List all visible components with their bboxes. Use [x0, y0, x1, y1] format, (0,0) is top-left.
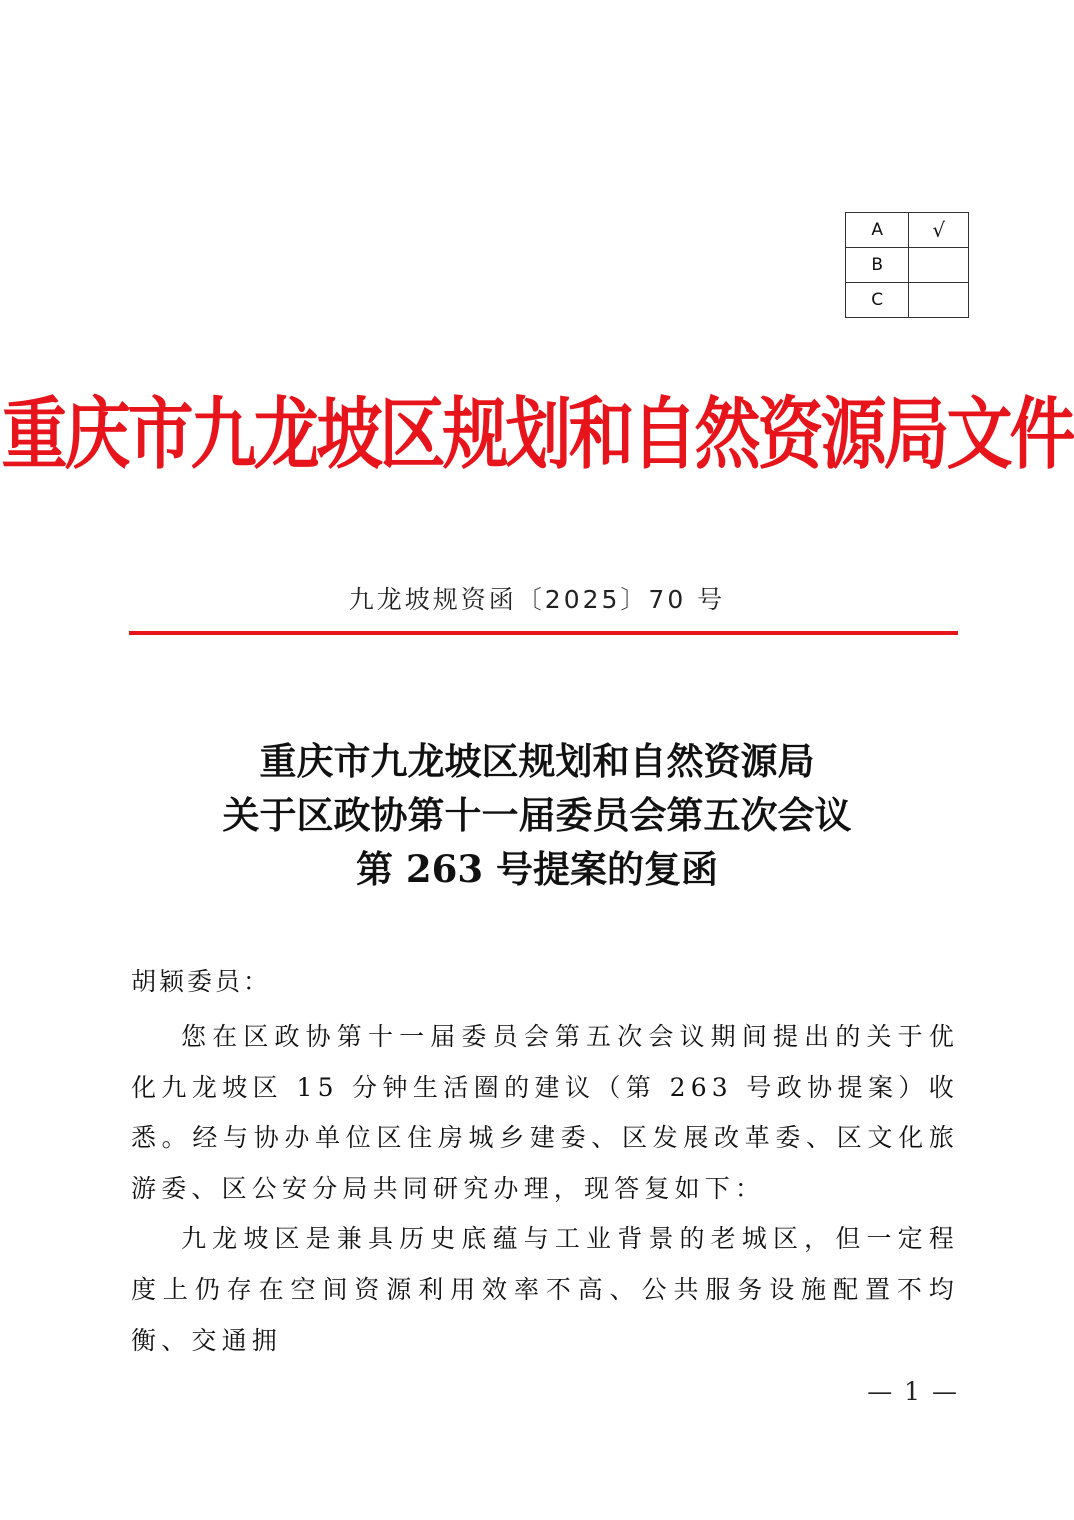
classification-grade: C: [846, 283, 909, 318]
classification-box: [845, 212, 969, 318]
body-paragraph: 您在区政协第十一届委员会第五次会议期间提出的关于优化九龙坡区 15 分钟生活圈的建议（第 263 号政协提案）收悉。经与协办单位区住房城乡建委、区发展改革委、区文化旅游委、区公安分局共同研究办理，现答复如下：: [131, 1022, 959, 1203]
classification-grade: A: [846, 213, 909, 248]
red-divider-line: [129, 631, 958, 635]
classification-mark: √: [909, 213, 969, 248]
title-line: 关于区政协第十一届委员会第五次会议: [222, 793, 852, 837]
title-line: 重庆市九龙坡区规划和自然资源局: [259, 739, 815, 783]
classification-mark: [909, 248, 969, 283]
salutation: 胡颖委员：: [131, 967, 272, 996]
document-number: 九龙坡规资函〔2025〕70 号: [348, 585, 726, 614]
classification-row: [846, 248, 969, 283]
classification-mark: [909, 283, 969, 318]
classification-row: [846, 283, 969, 318]
classification-grade: B: [846, 248, 909, 283]
red-masthead: 重庆市九龙坡区规划和自然资源局文件: [1, 388, 1073, 480]
page-number: — 1 —: [867, 1377, 959, 1406]
body-paragraph: 九龙坡区是兼具历史底蕴与工业背景的老城区，但一定程度上仍存在空间资源利用效率不高、公共服务设施配置不均衡、交通拥: [131, 1224, 959, 1355]
letter-body: [131, 1012, 959, 1366]
title-line: 第 263 号提案的复函: [356, 847, 718, 891]
document-title: [0, 734, 1074, 896]
classification-row: [846, 213, 969, 248]
